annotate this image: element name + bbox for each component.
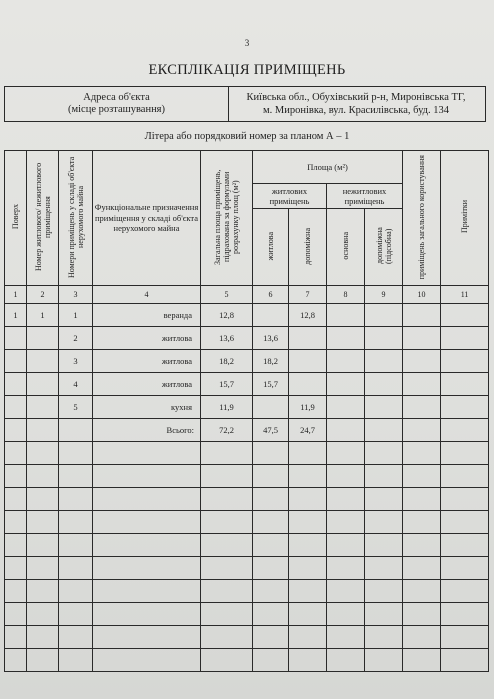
empty-cell <box>327 419 365 442</box>
empty-cell <box>253 488 289 511</box>
total-area-cell: 13,6 <box>201 327 253 350</box>
empty-cell <box>441 488 489 511</box>
total-area-cell: 15,7 <box>201 373 253 396</box>
function-cell: веранда <box>93 304 201 327</box>
function-cell: житлова <box>93 327 201 350</box>
empty-cell <box>289 488 327 511</box>
empty-cell <box>93 649 201 672</box>
unit-cell <box>27 350 59 373</box>
blank-row <box>5 442 489 465</box>
empty-cell <box>327 649 365 672</box>
header-total-area: Загальна площа приміщень, підрахована за формулами розрахунку площ (м²) <box>201 151 253 286</box>
unit-cell <box>27 327 59 350</box>
total-area-cell: 18,2 <box>201 350 253 373</box>
empty-cell <box>253 511 289 534</box>
empty-cell <box>327 350 365 373</box>
room-cell: 1 <box>59 304 93 327</box>
empty-cell <box>93 557 201 580</box>
empty-cell <box>201 465 253 488</box>
empty-cell <box>201 557 253 580</box>
empty-cell <box>253 603 289 626</box>
empty-cell <box>201 626 253 649</box>
unit-cell: 1 <box>27 304 59 327</box>
empty-cell <box>327 580 365 603</box>
column-number-cell: 2 <box>27 286 59 304</box>
empty-cell <box>59 442 93 465</box>
room-cell: 5 <box>59 396 93 419</box>
empty-cell <box>59 603 93 626</box>
empty-cell <box>5 603 27 626</box>
empty-cell <box>403 534 441 557</box>
empty-cell <box>59 580 93 603</box>
empty-cell <box>365 626 403 649</box>
table-row <box>5 304 489 327</box>
empty-cell <box>5 488 27 511</box>
empty-cell <box>403 511 441 534</box>
room-cell: 4 <box>59 373 93 396</box>
aux-area-cell <box>289 373 327 396</box>
header-notes: Примітки <box>441 151 489 286</box>
empty-cell <box>289 603 327 626</box>
column-number-cell: 6 <box>253 286 289 304</box>
address-box <box>4 86 486 122</box>
empty-cell <box>253 465 289 488</box>
empty-cell <box>5 465 27 488</box>
empty-cell <box>289 465 327 488</box>
living-area-cell <box>253 304 289 327</box>
living-area-cell: 13,6 <box>253 327 289 350</box>
empty-cell <box>441 442 489 465</box>
floor-cell: 1 <box>5 304 27 327</box>
empty-cell <box>93 626 201 649</box>
empty-cell <box>403 419 441 442</box>
blank-row <box>5 557 489 580</box>
empty-cell <box>5 442 27 465</box>
column-number-cell: 5 <box>201 286 253 304</box>
empty-cell <box>403 465 441 488</box>
empty-cell <box>59 534 93 557</box>
empty-cell <box>403 557 441 580</box>
empty-cell <box>27 534 59 557</box>
explication-table <box>4 150 489 672</box>
empty-cell <box>327 511 365 534</box>
empty-cell <box>365 327 403 350</box>
empty-cell <box>201 511 253 534</box>
empty-cell <box>327 396 365 419</box>
empty-cell <box>59 649 93 672</box>
empty-cell <box>441 350 489 373</box>
total-area-cell: 11,9 <box>201 396 253 419</box>
empty-cell <box>403 488 441 511</box>
empty-cell <box>289 534 327 557</box>
empty-cell <box>289 442 327 465</box>
empty-cell <box>365 396 403 419</box>
totals-label: Всього: <box>93 419 201 442</box>
empty-cell <box>59 488 93 511</box>
living-area-cell <box>253 396 289 419</box>
empty-cell <box>403 327 441 350</box>
empty-cell <box>5 626 27 649</box>
empty-cell <box>27 465 59 488</box>
empty-cell <box>5 534 27 557</box>
empty-cell <box>289 649 327 672</box>
empty-cell <box>327 442 365 465</box>
address-value <box>231 87 481 121</box>
empty-cell <box>441 534 489 557</box>
empty-cell <box>327 534 365 557</box>
address-value-line1: Київська обл., Обухівський р-н, Миронівська ТГ, <box>246 92 466 103</box>
empty-cell <box>365 419 403 442</box>
empty-cell <box>441 327 489 350</box>
header-unit-no: Номер житлового/ нежитлового приміщення <box>27 151 59 286</box>
function-cell: кухня <box>93 396 201 419</box>
total-area-cell: 12,8 <box>201 304 253 327</box>
empty-cell <box>403 649 441 672</box>
document-title: ЕКСПЛІКАЦІЯ ПРИМІЩЕНЬ <box>148 62 346 78</box>
empty-cell <box>441 580 489 603</box>
column-number-cell: 8 <box>327 286 365 304</box>
totals-living-area: 47,5 <box>253 419 289 442</box>
header-residential: житлових приміщень <box>253 184 327 209</box>
empty-cell <box>93 465 201 488</box>
header-function: Функціональне призначення приміщення у складі об'єкта нерухомого майна <box>93 151 201 286</box>
header-nonres-aux: допоміжна (підсобна) <box>365 209 403 286</box>
empty-cell <box>403 350 441 373</box>
empty-cell <box>93 488 201 511</box>
aux-area-cell: 12,8 <box>289 304 327 327</box>
empty-cell <box>327 603 365 626</box>
totals-aux-area: 24,7 <box>289 419 327 442</box>
header-nonres-main: основна <box>327 209 365 286</box>
empty-cell <box>93 534 201 557</box>
column-number-cell: 7 <box>289 286 327 304</box>
empty-cell <box>365 649 403 672</box>
empty-cell <box>403 304 441 327</box>
floor-cell <box>5 327 27 350</box>
empty-cell <box>441 419 489 442</box>
column-number-cell: 4 <box>93 286 201 304</box>
empty-cell <box>27 488 59 511</box>
column-number-cell: 11 <box>441 286 489 304</box>
header-area-group: Площа (м²) <box>253 151 403 184</box>
empty-cell <box>327 626 365 649</box>
empty-cell <box>365 442 403 465</box>
floor-cell <box>5 396 27 419</box>
empty-cell <box>59 465 93 488</box>
totals-total-area: 72,2 <box>201 419 253 442</box>
empty-cell <box>5 580 27 603</box>
table-row <box>5 373 489 396</box>
header-res-aux: допоміжна <box>289 209 327 286</box>
empty-cell <box>27 557 59 580</box>
blank-row <box>5 626 489 649</box>
room-cell: 3 <box>59 350 93 373</box>
empty-cell <box>93 442 201 465</box>
empty-cell <box>403 373 441 396</box>
address-label-line2: (місце розташування) <box>67 104 166 115</box>
empty-cell <box>59 511 93 534</box>
blank-row <box>5 488 489 511</box>
floor-cell <box>5 373 27 396</box>
empty-cell <box>201 649 253 672</box>
blank-row <box>5 534 489 557</box>
empty-cell <box>59 626 93 649</box>
empty-cell <box>403 580 441 603</box>
header-common-use: приміщень загального користування <box>403 151 441 286</box>
address-label <box>5 87 228 121</box>
aux-area-cell <box>289 350 327 373</box>
empty-cell <box>27 649 59 672</box>
empty-cell <box>289 626 327 649</box>
column-number-cell: 3 <box>59 286 93 304</box>
empty-cell <box>27 603 59 626</box>
empty-cell <box>253 649 289 672</box>
empty-cell <box>327 373 365 396</box>
litera-caption: Літера або порядковий номер за планом А – 1 <box>144 131 350 142</box>
empty-cell <box>253 534 289 557</box>
empty-cell <box>441 304 489 327</box>
empty-cell <box>441 649 489 672</box>
empty-cell <box>201 580 253 603</box>
empty-cell <box>403 626 441 649</box>
address-label-line1: Адреса об'єкта <box>83 92 150 103</box>
empty-cell <box>365 580 403 603</box>
unit-cell <box>27 396 59 419</box>
room-cell: 2 <box>59 327 93 350</box>
living-area-cell: 18,2 <box>253 350 289 373</box>
table-row <box>5 350 489 373</box>
blank-row <box>5 580 489 603</box>
empty-cell <box>441 603 489 626</box>
empty-cell <box>5 419 27 442</box>
empty-cell <box>93 511 201 534</box>
empty-cell <box>327 304 365 327</box>
empty-cell <box>365 534 403 557</box>
empty-cell <box>365 465 403 488</box>
empty-cell <box>365 557 403 580</box>
empty-cell <box>365 373 403 396</box>
empty-cell <box>253 557 289 580</box>
empty-cell <box>441 557 489 580</box>
blank-row <box>5 511 489 534</box>
living-area-cell: 15,7 <box>253 373 289 396</box>
empty-cell <box>441 626 489 649</box>
empty-cell <box>27 580 59 603</box>
empty-cell <box>59 419 93 442</box>
empty-cell <box>27 511 59 534</box>
blank-row <box>5 649 489 672</box>
empty-cell <box>365 488 403 511</box>
empty-cell <box>201 488 253 511</box>
table-row <box>5 327 489 350</box>
empty-cell <box>403 442 441 465</box>
empty-cell <box>289 511 327 534</box>
empty-cell <box>59 557 93 580</box>
empty-cell <box>441 396 489 419</box>
empty-cell <box>5 649 27 672</box>
empty-cell <box>327 557 365 580</box>
empty-cell <box>365 304 403 327</box>
header-row <box>5 151 489 184</box>
floor-cell <box>5 350 27 373</box>
empty-cell <box>327 465 365 488</box>
empty-cell <box>289 557 327 580</box>
empty-cell <box>201 603 253 626</box>
empty-cell <box>365 511 403 534</box>
aux-area-cell: 11,9 <box>289 396 327 419</box>
empty-cell <box>365 603 403 626</box>
empty-cell <box>201 534 253 557</box>
empty-cell <box>253 580 289 603</box>
column-number-cell: 1 <box>5 286 27 304</box>
header-room-no: Номери приміщень у складі об'єкта нерухомого майна <box>59 151 93 286</box>
empty-cell <box>27 626 59 649</box>
empty-cell <box>5 511 27 534</box>
address-divider <box>228 87 229 121</box>
function-cell: житлова <box>93 350 201 373</box>
empty-cell <box>441 373 489 396</box>
blank-row <box>5 603 489 626</box>
empty-cell <box>403 603 441 626</box>
column-number-row <box>5 286 489 304</box>
empty-cell <box>327 327 365 350</box>
header-nonresidential: нежитлових приміщень <box>327 184 403 209</box>
empty-cell <box>441 465 489 488</box>
address-value-line2: м. Миронівка, вул. Красилівська, буд. 134 <box>263 105 449 116</box>
page-number: 3 <box>244 38 250 48</box>
empty-cell <box>93 603 201 626</box>
empty-cell <box>253 442 289 465</box>
empty-cell <box>441 511 489 534</box>
empty-cell <box>327 488 365 511</box>
unit-cell <box>27 373 59 396</box>
table-row <box>5 396 489 419</box>
header-res-living: житлова <box>253 209 289 286</box>
empty-cell <box>27 419 59 442</box>
totals-row <box>5 419 489 442</box>
column-number-cell: 10 <box>403 286 441 304</box>
aux-area-cell <box>289 327 327 350</box>
blank-row <box>5 465 489 488</box>
column-number-cell: 9 <box>365 286 403 304</box>
empty-cell <box>201 442 253 465</box>
empty-cell <box>253 626 289 649</box>
empty-cell <box>365 350 403 373</box>
function-cell: житлова <box>93 373 201 396</box>
empty-cell <box>289 580 327 603</box>
header-floor: Поверх <box>5 151 27 286</box>
empty-cell <box>403 396 441 419</box>
empty-cell <box>27 442 59 465</box>
empty-cell <box>93 580 201 603</box>
empty-cell <box>5 557 27 580</box>
